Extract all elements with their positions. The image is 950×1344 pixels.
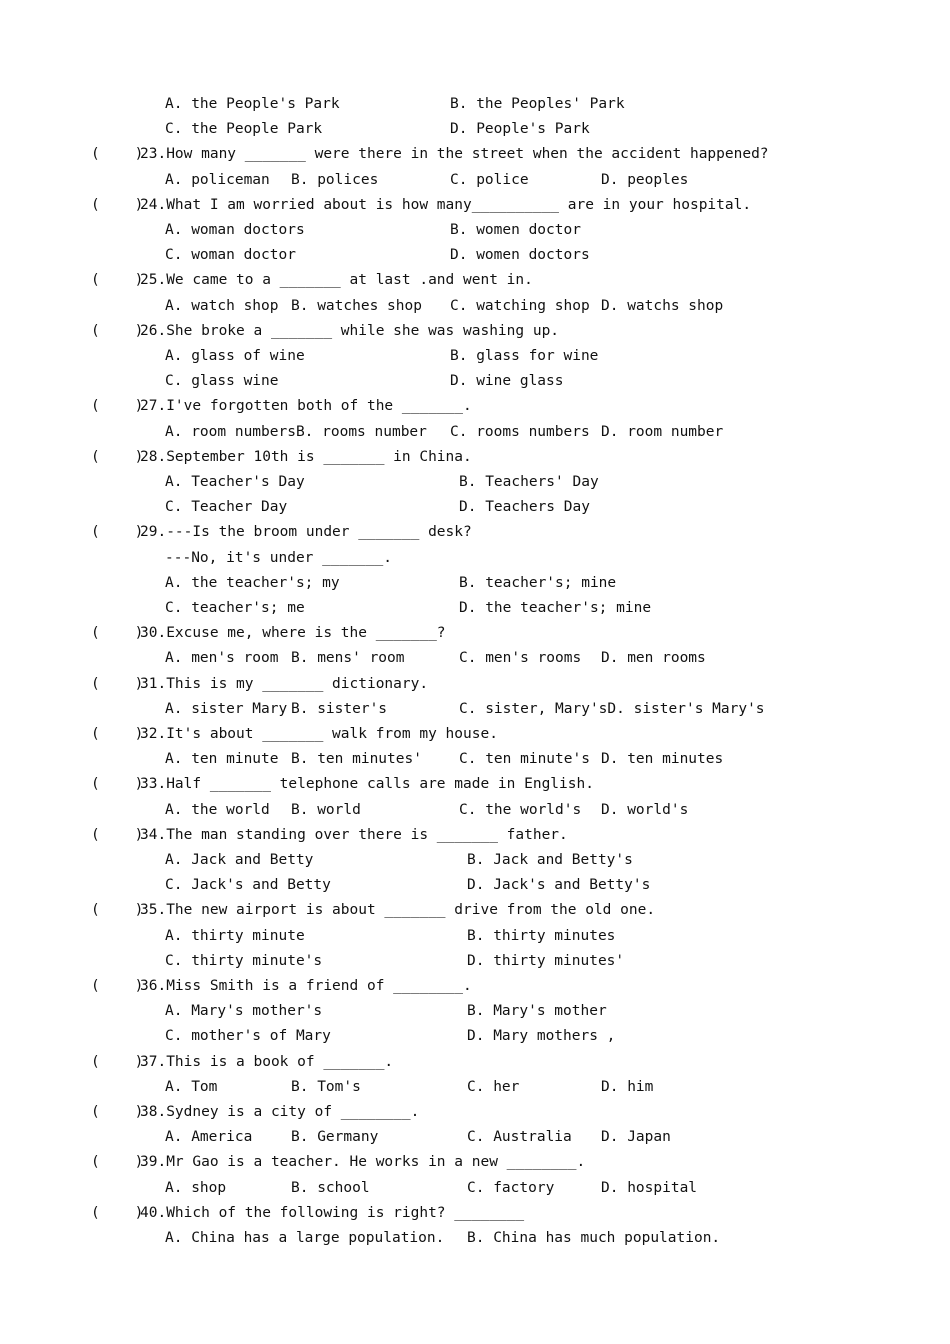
answer-blank[interactable]: ( ) — [91, 1104, 144, 1120]
answer-option[interactable]: B. world — [291, 801, 361, 818]
question-text: 33.Half _______ telephone calls are made in English. — [140, 776, 594, 793]
question-text: 31.This is my _______ dictionary. — [140, 675, 429, 692]
question-text: 23.How many _______ were there in the street when the accident happened? — [140, 146, 769, 163]
question-text: 39.Mr Gao is a teacher. He works in a new ________. — [140, 1154, 586, 1171]
answer-option[interactable]: C. police — [450, 171, 529, 188]
answer-option[interactable]: D. watchs shop — [601, 297, 724, 314]
answer-option[interactable]: A. the world — [165, 801, 270, 818]
answer-option[interactable]: D. the teacher's; mine — [459, 600, 652, 616]
answer-option[interactable]: B. Jack and Betty's — [467, 852, 633, 868]
answer-blank[interactable]: ( ) — [91, 826, 144, 843]
question-text: 32.It's about _______ walk from my house. — [140, 726, 498, 742]
answer-option[interactable]: D. room number — [601, 423, 724, 440]
answer-blank[interactable]: ( ) — [91, 978, 144, 994]
answer-option[interactable]: B. mens' room — [291, 650, 405, 667]
question-text: 26.She broke a _______ while she was washing up. — [140, 322, 560, 339]
answer-option[interactable]: C. glass wine — [165, 373, 279, 390]
question-text: 35.The new airport is about _______ drive from the old one. — [140, 902, 656, 919]
answer-option[interactable]: D. men rooms — [601, 650, 706, 667]
answer-blank[interactable]: ( ) — [91, 196, 144, 213]
question-text: 34.The man standing over there is _______ father. — [140, 826, 568, 843]
answer-option[interactable]: C. sister, Mary'sD. sister's Mary's — [459, 700, 765, 717]
answer-blank[interactable]: ( ) — [91, 146, 144, 163]
answer-blank[interactable]: ( ) — [91, 524, 144, 541]
answer-option[interactable]: A. the teacher's; my — [165, 574, 340, 591]
question-text: 25.We came to a _______ at last .and went in. — [140, 272, 533, 289]
answer-option[interactable]: C. thirty minute's — [165, 952, 323, 969]
answer-option[interactable]: B. polices — [291, 171, 379, 188]
answer-option[interactable]: A. Mary's mother's — [165, 1003, 323, 1020]
answer-option[interactable]: A. glass of wine — [165, 348, 305, 364]
answer-option[interactable]: B. teacher's; mine — [459, 574, 617, 591]
answer-option[interactable]: C. her — [467, 1078, 520, 1095]
answer-option[interactable]: A. ten minute — [165, 751, 279, 768]
question-text: 38.Sydney is a city of ________. — [140, 1104, 420, 1120]
answer-option[interactable]: C. Teacher Day — [165, 499, 288, 516]
answer-option[interactable]: C. the People Park — [165, 121, 323, 138]
question-text: 28.September 10th is _______ in China. — [140, 448, 472, 465]
question-text: 24.What I am worried about is how many__________ are in your hospital. — [140, 196, 752, 213]
question-text: 36.Miss Smith is a friend of ________. — [140, 978, 472, 994]
answer-option[interactable]: C. teacher's; me — [165, 600, 305, 616]
question-text: 30.Excuse me, where is the _______? — [140, 625, 446, 642]
question-text: 40.Which of the following is right? ________ — [140, 1204, 525, 1221]
answer-option[interactable]: B. the Peoples' Park — [450, 96, 625, 112]
answer-blank[interactable]: ( ) — [91, 726, 144, 742]
answer-option[interactable]: C. watching shop — [450, 297, 590, 314]
answer-option[interactable]: A. men's room — [165, 650, 279, 667]
answer-option[interactable]: B. Teachers' Day — [459, 474, 599, 490]
answer-option[interactable]: C. ten minute's — [459, 751, 590, 768]
answer-option[interactable]: A. the People's Park — [165, 96, 340, 112]
answer-option[interactable]: C. men's rooms — [459, 650, 582, 667]
answer-option[interactable]: A. watch shop — [165, 297, 279, 314]
answer-blank[interactable]: ( ) — [91, 902, 144, 919]
answer-option[interactable]: D. thirty minutes' — [467, 952, 625, 969]
answer-option[interactable]: B. Tom's — [291, 1078, 361, 1095]
answer-option[interactable]: D. world's — [601, 801, 689, 818]
question-text: 27.I've forgotten both of the _______. — [140, 398, 472, 415]
answer-option[interactable]: B. watches shop — [291, 297, 422, 314]
answer-blank[interactable]: ( ) — [91, 625, 144, 642]
answer-option[interactable]: B. sister's — [291, 700, 388, 717]
answer-blank[interactable]: ( ) — [91, 1204, 144, 1221]
answer-option[interactable]: A. America — [165, 1129, 253, 1146]
answer-blank[interactable]: ( ) — [91, 272, 144, 289]
answer-option[interactable]: B. glass for wine — [450, 348, 599, 364]
answer-option[interactable]: A. policeman — [165, 171, 270, 188]
answer-option[interactable]: C. factory — [467, 1179, 555, 1196]
answer-option[interactable]: D. ten minutes — [601, 751, 724, 768]
answer-blank[interactable]: ( ) — [91, 1154, 144, 1171]
answer-option[interactable]: D. wine glass — [450, 373, 564, 390]
answer-option[interactable]: B. ten minutes' — [291, 751, 422, 768]
answer-option[interactable]: D. hospital — [601, 1179, 698, 1196]
answer-option[interactable]: C. the world's — [459, 801, 582, 818]
answer-option[interactable]: B. Germany — [291, 1129, 379, 1146]
answer-blank[interactable]: ( ) — [91, 675, 144, 692]
question-text: 29.---Is the broom under _______ desk? — [140, 524, 472, 541]
answer-option[interactable]: D. Jack's and Betty's — [467, 877, 651, 894]
answer-option[interactable]: C. woman doctor — [165, 247, 296, 264]
answer-option[interactable]: A. thirty minute — [165, 927, 305, 944]
answer-option[interactable]: A. woman doctors — [165, 222, 305, 238]
answer-option[interactable]: B. thirty minutes — [467, 927, 616, 944]
answer-option[interactable]: C. rooms numbers — [450, 423, 590, 440]
answer-option[interactable]: B. China has much population. — [467, 1230, 721, 1246]
answer-option[interactable]: B. Mary's mother — [467, 1003, 607, 1020]
answer-option[interactable]: D. peoples — [601, 171, 689, 188]
answer-option[interactable]: D. women doctors — [450, 247, 590, 264]
answer-option[interactable]: A. room numbersB. rooms number — [165, 423, 427, 440]
answer-option[interactable]: D. Teachers Day — [459, 499, 590, 516]
answer-option[interactable]: D. People's Park — [450, 121, 590, 138]
answer-option[interactable]: B. women doctor — [450, 222, 581, 238]
answer-blank[interactable]: ( ) — [91, 398, 144, 415]
answer-blank[interactable]: ( ) — [91, 448, 144, 465]
answer-option[interactable]: A. China has a large population. — [165, 1230, 445, 1246]
answer-option[interactable]: A. Tom — [165, 1078, 218, 1095]
answer-option[interactable]: C. mother's of Mary — [165, 1028, 331, 1045]
answer-blank[interactable]: ( ) — [91, 776, 144, 793]
question-text: 37.This is a book of _______. — [140, 1053, 394, 1070]
answer-blank[interactable]: ( ) — [91, 322, 144, 339]
answer-blank[interactable]: ( ) — [91, 1053, 144, 1070]
answer-option[interactable]: A. shop — [165, 1179, 227, 1196]
answer-option[interactable]: D. Japan — [601, 1129, 671, 1146]
answer-option[interactable]: C. Jack's and Betty — [165, 877, 331, 894]
answer-option[interactable]: D. him — [601, 1078, 654, 1095]
answer-option[interactable]: C. Australia — [467, 1129, 572, 1146]
answer-option[interactable]: A. Jack and Betty — [165, 852, 314, 868]
question-continuation: ---No, it's under _______. — [165, 549, 392, 566]
answer-option[interactable]: A. sister Mary — [165, 700, 288, 717]
answer-option[interactable]: D. Mary mothers , — [467, 1028, 616, 1045]
answer-option[interactable]: A. Teacher's Day — [165, 474, 305, 490]
answer-option[interactable]: B. school — [291, 1179, 370, 1196]
